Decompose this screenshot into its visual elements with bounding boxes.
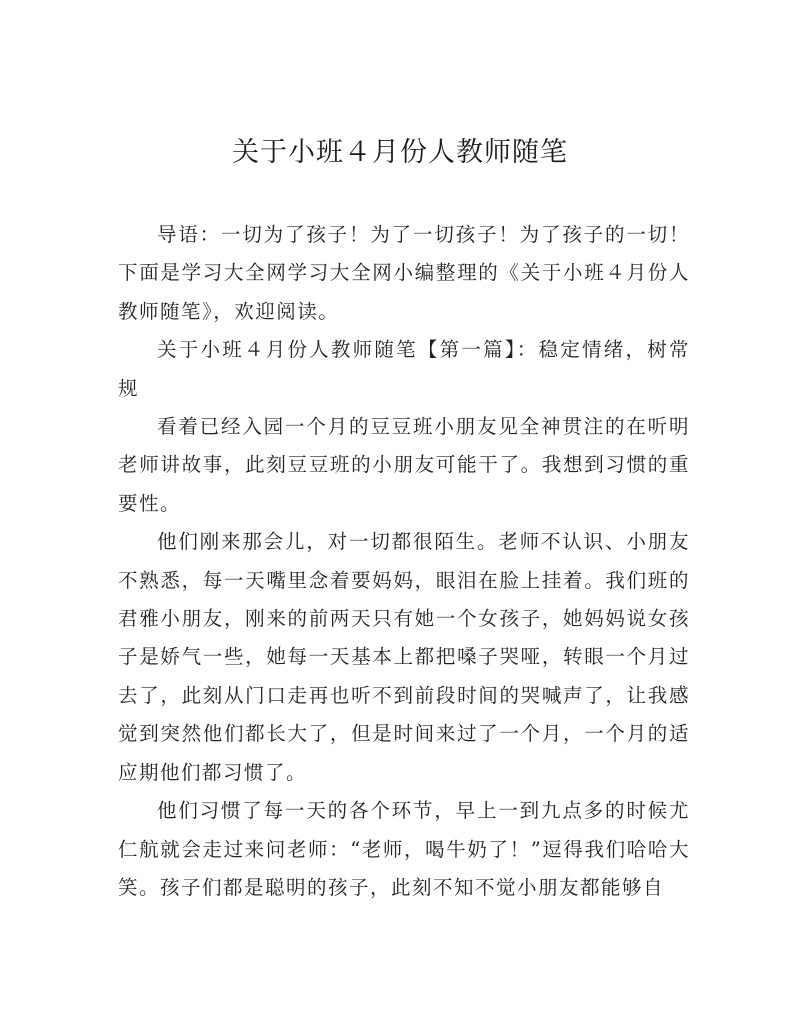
section-heading: 关于小班４月份人教师随笔【第一篇】：稳定情绪，树常规 bbox=[118, 338, 690, 400]
body-paragraph: 他们刚来那会儿，对一切都很陌生。老师不认识、小朋友不熟悉，每一天嘴里念着要妈妈，眼泪在脸上挂着。我们班的君雅小朋友，刚来的前两天只有她一个女孩子，她妈妈说女孩子是娇气一些，她每一天基本上都把嗓子哭哑，转眼一个月过去了，此刻从门口走再也听不到前段时间的哭喊声了，让我感觉到突然他们都长大了，但是时间来过了一个月，一个月的适应期他们都习惯了。 bbox=[118, 530, 690, 784]
document-body bbox=[118, 216, 690, 907]
intro-paragraph: 导语：一切为了孩子！为了一切孩子！为了孩子的一切！下面是学习大全网学习大全网小编整理的《关于小班４月份人教师随笔》，欢迎阅读。 bbox=[118, 223, 690, 323]
document-title: 关于小班４月份人教师随笔 bbox=[232, 137, 568, 168]
body-paragraph: 看着已经入园一个月的豆豆班小朋友见全神贯注的在听明老师讲故事，此刻豆豆班的小朋友可能干了。我想到习惯的重要性。 bbox=[118, 415, 690, 515]
body-paragraph: 他们习惯了每一天的各个环节，早上一到九点多的时候尤仁航就会走过来问老师：“老师，喝牛奶了！”逗得我们哈哈大笑。孩子们都是聪明的孩子，此刻不知不觉小朋友都能够自 bbox=[118, 799, 690, 899]
